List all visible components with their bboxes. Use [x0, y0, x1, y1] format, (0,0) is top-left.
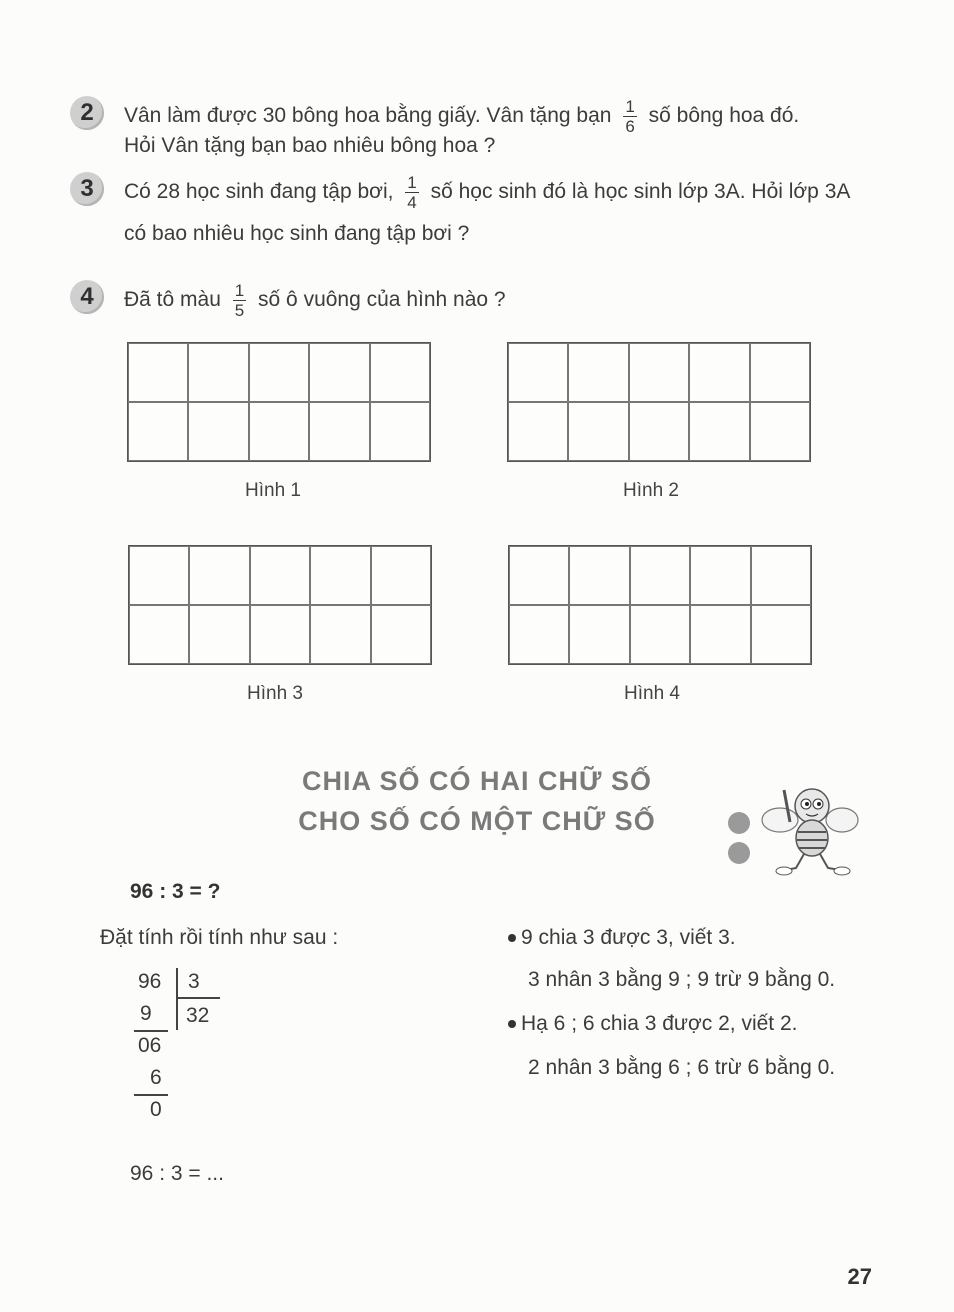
- step-1-line2: 3 nhân 3 bằng 9 ; 9 trừ 9 bằng 0.: [528, 968, 836, 991]
- grid-cell: [689, 402, 749, 461]
- fraction-numerator: 1: [625, 97, 635, 116]
- exercise-text: Đã tô màu: [124, 288, 221, 312]
- grid-cell: [751, 605, 811, 664]
- exercise-2-line1: [124, 98, 799, 135]
- decorative-dot: [728, 812, 750, 834]
- grid-cell: [371, 546, 431, 605]
- grid-cell: [250, 605, 310, 664]
- grid-cell: [249, 343, 309, 402]
- grid-cell: [630, 605, 690, 664]
- grid-cell: [569, 605, 629, 664]
- grid-cell: [129, 605, 189, 664]
- grid-cell: [371, 605, 431, 664]
- section-title-line1: CHIA SỐ CÓ HAI CHỮ SỐ: [302, 766, 652, 796]
- grid-cell: [310, 546, 370, 605]
- exercise-2-line2: Hỏi Vân tặng bạn bao nhiêu bông hoa ?: [124, 134, 496, 157]
- result-line: 96 : 3 = ...: [130, 1162, 224, 1185]
- grid-cell: [509, 605, 569, 664]
- grid-cell: [188, 343, 248, 402]
- grid-cell: [629, 402, 689, 461]
- grid-cell: [629, 343, 689, 402]
- subtract-line: [134, 1094, 168, 1096]
- exercise-text: số ô vuông của hình nào ?: [258, 288, 506, 312]
- grid-cell: [310, 605, 370, 664]
- figure-1-grid: [127, 342, 431, 462]
- long-division: [130, 966, 240, 1126]
- exercise-text: Vân làm được 30 bông hoa bằng giấy. Vân tặng bạn: [124, 104, 612, 128]
- exercise-number-badge: 4: [70, 280, 104, 314]
- fraction: [623, 98, 636, 135]
- fraction: [405, 174, 418, 211]
- division-horizontal-line: [176, 997, 220, 999]
- page-number: 27: [847, 1264, 872, 1289]
- figure-2-grid: [507, 342, 811, 462]
- figure-label: Hình 3: [247, 683, 303, 704]
- step-2-line2: 2 nhân 3 bằng 6 ; 6 trừ 6 bằng 0.: [528, 1056, 836, 1079]
- subtract-step1: 9: [140, 1002, 152, 1025]
- divisor: 3: [188, 970, 200, 993]
- exercise-number-badge: 3: [70, 172, 104, 206]
- instruction-text: Đặt tính rồi tính như sau :: [100, 926, 339, 949]
- exercise-3-line2: có bao nhiêu học sinh đang tập bơi ?: [124, 222, 470, 245]
- grid-cell: [129, 546, 189, 605]
- bee-mascot-icon: [756, 782, 860, 878]
- step-1-line1: 9 chia 3 được 3, viết 3.: [508, 924, 736, 952]
- grid-cell: [568, 343, 628, 402]
- grid-cell: [690, 605, 750, 664]
- grid-cell: [188, 402, 248, 461]
- grid-cell: [750, 402, 810, 461]
- exercise-number-badge: 2: [70, 96, 104, 130]
- exercise-text: số bông hoa đó.: [648, 104, 800, 128]
- remainder: 0: [150, 1098, 162, 1121]
- fraction-denominator: 5: [234, 301, 245, 320]
- fraction-numerator: 1: [234, 281, 245, 300]
- exercise-3-line1: [124, 174, 850, 211]
- grid-cell: [509, 546, 569, 605]
- grid-cell: [128, 343, 188, 402]
- fraction-numerator: 1: [407, 173, 417, 192]
- exercise-text: Có 28 học sinh đang tập bơi,: [124, 180, 394, 204]
- fraction-denominator: 6: [625, 117, 635, 136]
- grid-cell: [690, 546, 750, 605]
- quotient: 32: [186, 1004, 210, 1027]
- figure-3-grid: [128, 545, 432, 665]
- grid-cell: [309, 402, 369, 461]
- grid-cell: [630, 546, 690, 605]
- grid-cell: [309, 343, 369, 402]
- grid-cell: [189, 546, 249, 605]
- figure-label: Hình 2: [623, 480, 679, 501]
- grid-cell: [370, 343, 430, 402]
- grid-cell: [569, 546, 629, 605]
- grid-cell: [508, 402, 568, 461]
- grid-cell: [249, 402, 309, 461]
- figure-4-grid: [508, 545, 812, 665]
- grid-cell: [370, 402, 430, 461]
- figure-label: Hình 4: [624, 683, 680, 704]
- exercise-4-line1: [124, 282, 506, 319]
- figure-label: Hình 1: [245, 480, 301, 501]
- grid-cell: [250, 546, 310, 605]
- example-heading: 96 : 3 = ?: [130, 880, 221, 903]
- exercise-text: số học sinh đó là học sinh lớp 3A. Hỏi lớp 3A: [430, 180, 851, 204]
- grid-cell: [751, 546, 811, 605]
- step-2-line1: Hạ 6 ; 6 chia 3 được 2, viết 2.: [508, 1010, 797, 1038]
- grid-cell: [189, 605, 249, 664]
- section-title-line2: CHO SỐ CÓ MỘT CHỮ SỐ: [298, 806, 656, 836]
- grid-cell: [508, 343, 568, 402]
- division-vertical-line: [176, 968, 178, 1030]
- decorative-dot: [728, 842, 750, 864]
- bring-down-value: 06: [138, 1034, 162, 1057]
- dividend: 96: [138, 970, 162, 993]
- grid-cell: [128, 402, 188, 461]
- grid-cell: [689, 343, 749, 402]
- fraction-denominator: 4: [407, 193, 417, 212]
- subtract-step2: 6: [150, 1066, 162, 1089]
- fraction: [233, 282, 246, 319]
- subtract-line: [134, 1030, 168, 1032]
- grid-cell: [568, 402, 628, 461]
- grid-cell: [750, 343, 810, 402]
